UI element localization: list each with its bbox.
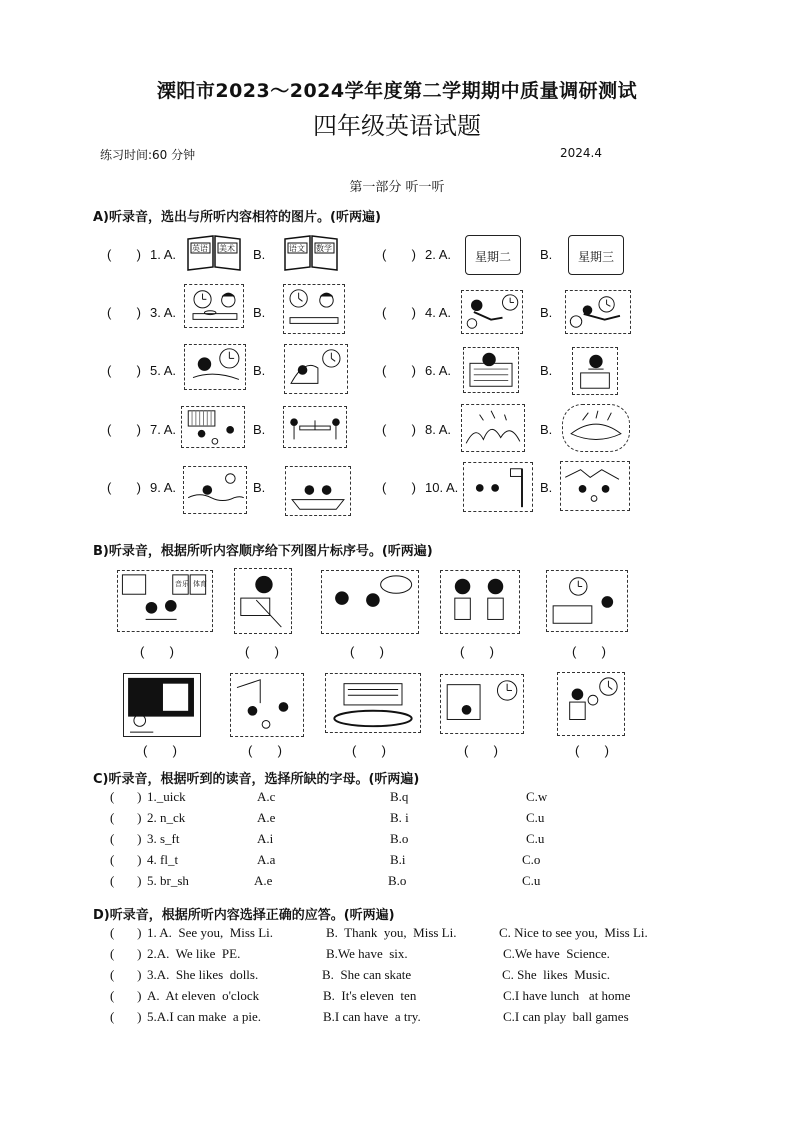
q10-option-a-image[interactable] — [463, 462, 533, 512]
option-b-label: B. — [253, 305, 266, 320]
q8-option-a-image[interactable] — [461, 404, 525, 452]
answer-blank[interactable]: ( ) — [110, 967, 142, 982]
answer-blank[interactable]: ( ) — [107, 363, 141, 378]
answer-blank[interactable]: ( ) — [460, 644, 494, 659]
question-number: 8. A. — [425, 422, 452, 437]
q3-option-a-image[interactable] — [184, 284, 244, 328]
q5-option-a-image[interactable] — [184, 344, 246, 390]
option-b-label: B. — [540, 480, 553, 495]
answer-blank[interactable]: ( ) — [110, 925, 142, 940]
part-title: 第一部分 听一听 — [349, 180, 445, 195]
option-b-label: B. — [253, 480, 266, 495]
d-option-a[interactable]: 5.A.I can make a pie. — [147, 1009, 262, 1024]
q4-option-b-image[interactable] — [565, 290, 631, 334]
d-option-c[interactable]: C. She likes Music. — [502, 967, 610, 982]
q9-option-a-image[interactable] — [183, 466, 247, 514]
c-option-a[interactable]: A.i — [257, 831, 274, 846]
c-option-c[interactable]: C.u — [522, 873, 541, 888]
d-option-a[interactable]: A. At eleven o'clock — [147, 988, 260, 1003]
book-label: 英语 — [192, 244, 208, 253]
b-picture-7[interactable] — [230, 673, 304, 737]
d-option-c[interactable]: C.I have lunch at home — [503, 988, 631, 1003]
answer-blank[interactable]: ( ) — [107, 247, 141, 262]
answer-blank[interactable]: ( ) — [110, 852, 142, 867]
question-number: 5. A. — [150, 363, 177, 378]
option-b-label: B. — [540, 247, 553, 262]
b-picture-8[interactable] — [325, 673, 421, 733]
c-option-c[interactable]: C.u — [526, 810, 545, 825]
answer-blank[interactable]: ( ) — [382, 247, 416, 262]
d-option-c[interactable]: C. Nice to see you, Miss Li. — [499, 925, 648, 940]
d-option-b[interactable]: B.We have six. — [326, 946, 408, 961]
c-option-b[interactable]: B. i — [390, 810, 409, 825]
c-question: 5. br_sh — [147, 873, 189, 888]
question-number: 7. A. — [150, 422, 177, 437]
q1-option-a-image[interactable] — [186, 233, 242, 273]
option-b-label: B. — [540, 422, 553, 437]
q5-option-b-image[interactable] — [284, 344, 348, 394]
c-option-a[interactable]: A.e — [257, 810, 276, 825]
c-option-b[interactable]: B.o — [388, 873, 407, 888]
answer-blank[interactable]: ( ) — [110, 810, 142, 825]
c-option-c[interactable]: C.o — [522, 852, 541, 867]
c-option-a[interactable]: A.a — [257, 852, 276, 867]
d-option-c[interactable]: C.We have Science. — [503, 946, 610, 961]
question-number: 2. A. — [425, 247, 452, 262]
q1-option-b-image[interactable] — [283, 233, 339, 273]
section-b-heading: B)听录音，根据所听内容顺序给下列图片标序号。(听两遍) — [93, 544, 433, 559]
question-number: 1. A. — [150, 247, 177, 262]
calendar-label: 星期二 — [474, 250, 511, 264]
book-label: 音乐 — [175, 580, 189, 588]
q9-option-b-image[interactable] — [285, 466, 351, 516]
answer-blank[interactable]: ( ) — [572, 644, 606, 659]
answer-blank[interactable]: ( ) — [143, 743, 177, 758]
answer-blank[interactable]: ( ) — [110, 831, 142, 846]
q2-option-a-image[interactable] — [465, 235, 521, 275]
c-option-b[interactable]: B.o — [390, 831, 409, 846]
d-option-b[interactable]: B. It's eleven ten — [323, 988, 417, 1003]
b-picture-5[interactable] — [546, 570, 628, 632]
option-b-label: B. — [253, 247, 266, 262]
b-picture-2[interactable] — [234, 568, 292, 634]
d-option-a[interactable]: 2.A. We like PE. — [147, 946, 241, 961]
b-picture-4[interactable] — [440, 570, 520, 634]
q6-option-a-image[interactable] — [463, 347, 519, 393]
c-option-a[interactable]: A.c — [257, 789, 276, 804]
answer-blank[interactable]: ( ) — [382, 480, 416, 495]
time-label: 练习时间:60 分钟 — [100, 148, 196, 162]
answer-blank[interactable]: ( ) — [107, 480, 141, 495]
d-option-a[interactable]: 1. A. See you, Miss Li. — [147, 925, 274, 940]
q8-option-b-image[interactable] — [562, 404, 630, 452]
exam-title: 溧阳市2023～2024学年度第二学期期中质量调研测试 — [156, 80, 638, 102]
question-number: 4. A. — [425, 305, 452, 320]
d-option-b[interactable]: B. Thank you, Miss Li. — [326, 925, 457, 940]
calendar-label: 星期三 — [577, 250, 614, 264]
c-option-a[interactable]: A.e — [254, 873, 273, 888]
book-label: 体育 — [193, 580, 207, 588]
answer-blank[interactable]: ( ) — [352, 743, 386, 758]
q3-option-b-image[interactable] — [283, 284, 345, 334]
q7-option-a-image[interactable] — [181, 406, 245, 448]
c-question: 2. n_ck — [147, 810, 186, 825]
b-picture-3[interactable] — [321, 570, 419, 634]
option-b-label: B. — [253, 363, 266, 378]
answer-blank[interactable]: ( ) — [382, 363, 416, 378]
answer-blank[interactable]: ( ) — [110, 988, 142, 1003]
d-option-a[interactable]: 3.A. She likes dolls. — [147, 967, 259, 982]
c-question: 4. fl_t — [147, 852, 179, 867]
book-label: 美术 — [219, 244, 235, 253]
answer-blank[interactable]: ( ) — [464, 743, 498, 758]
answer-blank[interactable]: ( ) — [350, 644, 384, 659]
answer-blank[interactable]: ( ) — [107, 305, 141, 320]
d-option-c[interactable]: C.I can play ball games — [503, 1009, 629, 1024]
option-b-label: B. — [253, 422, 266, 437]
q2-option-b-image[interactable] — [568, 235, 624, 275]
option-b-label: B. — [540, 363, 553, 378]
answer-blank[interactable]: ( ) — [140, 644, 174, 659]
section-a-heading: A)听录音，选出与所听内容相符的图片。(听两遍) — [93, 210, 381, 225]
c-question: 1._uick — [147, 789, 186, 804]
question-number: 9. A. — [150, 480, 177, 495]
b-picture-10[interactable] — [557, 672, 625, 736]
c-option-b[interactable]: B.q — [390, 789, 409, 804]
section-d-heading: D)听录音，根据所听内容选择正确的应答。(听两遍) — [93, 908, 395, 923]
answer-blank[interactable]: ( ) — [110, 873, 142, 888]
d-option-b[interactable]: B. She can skate — [322, 967, 412, 982]
c-question: 3. s_ft — [147, 831, 180, 846]
d-option-b[interactable]: B.I can have a try. — [323, 1009, 421, 1024]
q7-option-b-image[interactable] — [283, 406, 347, 448]
b-picture-6[interactable] — [123, 673, 201, 737]
answer-blank[interactable]: ( ) — [245, 644, 279, 659]
answer-blank[interactable]: ( ) — [382, 422, 416, 437]
section-c-heading: C)听录音，根据听到的读音，选择所缺的字母。(听两遍) — [93, 772, 420, 787]
answer-blank[interactable]: ( ) — [110, 789, 142, 804]
b-picture-1[interactable] — [117, 570, 213, 632]
answer-blank[interactable]: ( ) — [110, 946, 142, 961]
c-option-c[interactable]: C.w — [526, 789, 548, 804]
book-label: 语文 — [289, 244, 305, 253]
exam-subtitle: 四年级英语试题 — [313, 112, 481, 140]
answer-blank[interactable]: ( ) — [575, 743, 609, 758]
q6-option-b-image[interactable] — [572, 347, 618, 395]
answer-blank[interactable]: ( ) — [382, 305, 416, 320]
exam-date: 2024.4 — [560, 146, 602, 160]
book-label: 数学 — [316, 244, 332, 253]
question-number: 3. A. — [150, 305, 177, 320]
c-option-c[interactable]: C.u — [526, 831, 545, 846]
answer-blank[interactable]: ( ) — [248, 743, 282, 758]
b-picture-9[interactable] — [440, 674, 524, 734]
option-b-label: B. — [540, 305, 553, 320]
question-number: 10. A. — [425, 480, 459, 495]
q4-option-a-image[interactable] — [461, 290, 523, 334]
answer-blank[interactable]: ( ) — [107, 422, 141, 437]
q10-option-b-image[interactable] — [560, 461, 630, 511]
answer-blank[interactable]: ( ) — [110, 1009, 142, 1024]
question-number: 6. A. — [425, 363, 452, 378]
c-option-b[interactable]: B.i — [390, 852, 406, 867]
